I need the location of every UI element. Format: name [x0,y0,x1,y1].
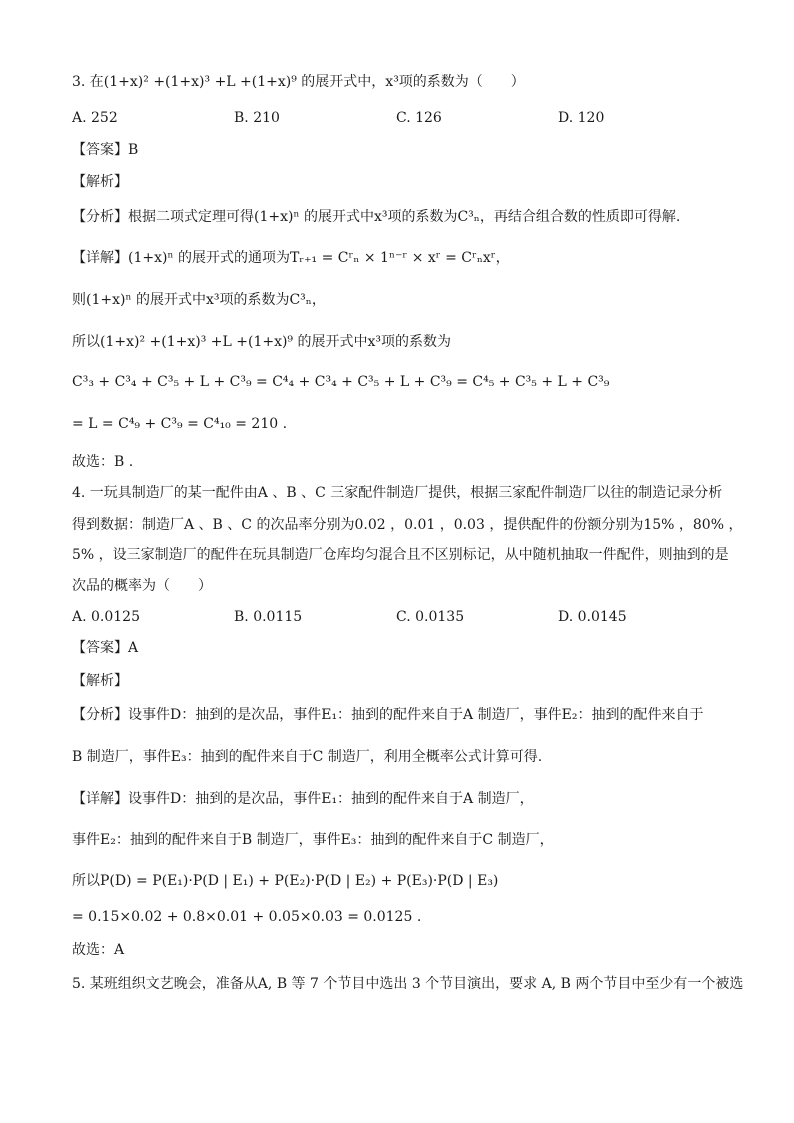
q3-stem: 3. 在(1+x)² +(1+x)³ +L +(1+x)⁹ 的展开式中，x³项的系数为（ ） [72,74,525,90]
q3-xiangjie: 【详解】(1+x)ⁿ 的展开式的通项为Tᵣ₊₁ = Cʳₙ × 1ⁿ⁻ʳ × xʳ = Cʳₙxʳ， [72,250,510,266]
q3-option-b: B. 210 [234,110,280,126]
q3-option-c: C. 126 [396,110,442,126]
q4-option-c: C. 0.0135 [396,609,465,625]
q3-step1: 则(1+x)ⁿ 的展开式中x³项的系数为C³ₙ， [72,292,326,308]
q4-answer: 【答案】A [72,640,139,656]
q3-step2: 所以(1+x)² +(1+x)³ +L +(1+x)⁹ 的展开式中x³项的系数为 [72,334,452,350]
q3-fenxi: 【分析】根据二项式定理可得(1+x)ⁿ 的展开式中x³项的系数为C³ₙ，再结合组合数的性质即可得解. [72,209,681,225]
q3-answer: 【答案】B [72,142,139,158]
q4-xiangjie-line2: 事件E₂：抽到的配件来自于B 制造厂，事件E₃：抽到的配件来自于C 制造厂， [72,832,554,848]
q4-fenxi-line2: B 制造厂，事件E₃：抽到的配件来自于C 制造厂，利用全概率公式计算可得. [72,749,543,765]
q4-xiangjie-line1: 【详解】设事件D：抽到的是次品，事件E₁：抽到的配件来自于A 制造厂， [72,791,534,807]
document-page [72,0,744,1123]
q4-fenxi-line1: 【分析】设事件D：抽到的是次品，事件E₁：抽到的配件来自于A 制造厂，事件E₂：抽到的配件来自于 [72,707,704,723]
q3-conclusion: 故选：B . [72,454,134,470]
q3-step4: = L = C⁴₉ + C³₉ = C⁴₁₀ = 210 . [72,416,288,432]
q3-option-a: A. 252 [72,110,118,126]
q4-conclusion: 故选：A [72,942,125,958]
q4-option-b: B. 0.0115 [234,609,303,625]
q3-option-d: D. 120 [558,110,605,126]
q4-stem-line3: 5% ，设三家制造厂的配件在玩具制造厂仓库均匀混合且不区别标记，从中随机抽取一件配件，则抽到的是 [72,547,729,563]
q4-stem-line1: 4. 一玩具制造厂的某一配件由A 、B 、C 三家配件制造厂提供，根据三家配件制造厂以往的制造记录分析 [72,485,723,501]
q4-option-a: A. 0.0125 [72,609,140,625]
q4-stem-line4: 次品的概率为（ ） [72,578,212,594]
q4-analysis-label: 【解析】 [72,673,128,689]
q4-formula-line2: = 0.15×0.02 + 0.8×0.01 + 0.05×0.03 = 0.0125 . [72,909,422,925]
q5-stem: 5. 某班组织文艺晚会，准备从A, B 等 7 个节目中选出 3 个节目演出，要求 A, B 两个节目中至少有一个被选 [72,976,744,992]
q3-analysis-label: 【解析】 [72,174,128,190]
q4-formula-line1: 所以P(D) = P(E₁)·P(D | E₁) + P(E₂)·P(D | E₂) + P(E₃)·P(D | E₃) [72,873,499,889]
q3-step3: C³₃ + C³₄ + C³₅ + L + C³₉ = C⁴₄ + C³₄ + C³₅ + L + C³₉ = C⁴₅ + C³₅ + L + C³₉ [72,374,610,390]
q4-stem-line2: 得到数据：制造厂A 、B 、C 的次品率分别为0.02 ，0.01 ，0.03 ，提供配件的份额分别为15% ，80% ， [72,517,743,533]
q4-option-d: D. 0.0145 [558,609,627,625]
